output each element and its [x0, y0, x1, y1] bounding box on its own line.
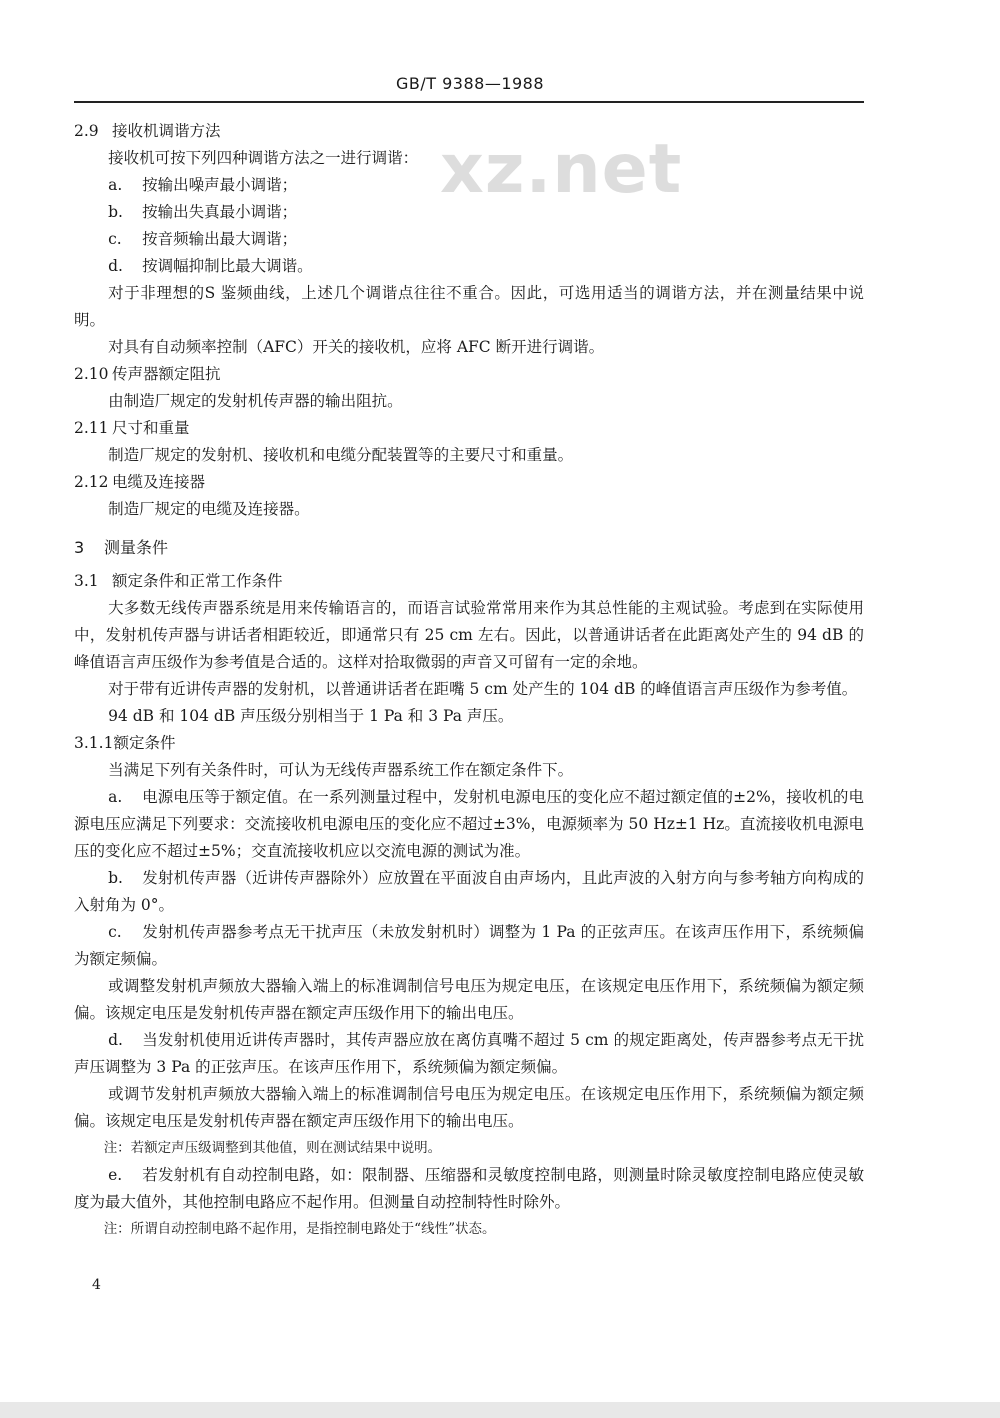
list-item — [74, 1162, 864, 1216]
list-item-text: 当发射机使用近讲传声器时，其传声器应放在离仿真嘴不超过 5 cm 的规定距离处，传声器参考点无干扰声压调整为 3 Pa 的正弦声压。在该声压作用下，系统频偏为额定频偏。 — [74, 1031, 864, 1076]
page-header: GB/T 9388—1988 — [395, 74, 545, 93]
list-item-label: e. — [108, 1166, 123, 1184]
list-item-label: d. — [108, 1031, 123, 1049]
paragraph: 由制造厂规定的发射机传声器的输出阻抗。 — [108, 392, 403, 410]
list-item-label: a. — [108, 788, 123, 806]
list-item-text: 按输出失真最小调谐； — [142, 203, 298, 221]
list-item — [74, 253, 864, 280]
heading-number: 3.1.1 — [74, 734, 114, 752]
paragraph: 或调节发射机声频放大器输入端上的标准调制信号电压为规定电压。在该规定电压作用下，系统频偏为额定频偏。该规定电压是发射机传声器在额定声压级作用下的输出电压。 — [74, 1085, 864, 1130]
document-body — [74, 118, 864, 1243]
subsection-heading — [74, 730, 864, 757]
heading-text: 额定条件和正常工作条件 — [112, 572, 283, 590]
watermark: xz.net — [440, 130, 683, 209]
list-item-text: 发射机传声器（近讲传声器除外）应放置在平面波自由声场内，且此声波的入射方向与参考轴方向构成的入射角为 0°。 — [74, 869, 864, 914]
heading-number: 3.1 — [74, 572, 99, 590]
paragraph: 接收机可按下列四种调谐方法之一进行调谐： — [108, 149, 419, 167]
list-item-label: d. — [108, 257, 123, 275]
subsection-heading — [74, 118, 864, 145]
heading-text: 电缆及连接器 — [112, 473, 206, 491]
subsection-heading — [74, 415, 864, 442]
list-item-label: b. — [108, 203, 123, 221]
list-item-text: 按调幅抑制比最大调谐。 — [142, 257, 313, 275]
list-item — [74, 865, 864, 919]
subsection-heading — [74, 361, 864, 388]
paragraph: 当满足下列有关条件时，可认为无线传声器系统工作在额定条件下。 — [108, 761, 574, 779]
list-item — [74, 1027, 864, 1081]
list-item-text: 若发射机有自动控制电路，如：限制器、压缩器和灵敏度控制电路，则测量时除灵敏度控制电路应使灵敏度为最大值外，其他控制电路应不起作用。但测量自动控制特性时除外。 — [74, 1166, 864, 1211]
list-item-label: a. — [108, 176, 123, 194]
note: 注：若额定声压级调整到其他值，则在测试结果中说明。 — [103, 1140, 442, 1156]
list-item-text: 按音频输出最大调谐； — [142, 230, 298, 248]
subsection-heading — [74, 568, 864, 595]
note: 注：所谓自动控制电路不起作用，是指控制电路处于“线性”状态。 — [103, 1221, 496, 1237]
section-heading — [74, 534, 864, 561]
paragraph: 对于非理想的S 鉴频曲线，上述几个调谐点往往不重合。因此，可选用适当的调谐方法，并在测量结果中说明。 — [74, 284, 864, 329]
heading-number: 2.11 — [74, 419, 109, 437]
heading-text: 测量条件 — [104, 538, 169, 557]
page-number: 4 — [92, 1277, 101, 1293]
list-item-label: c. — [108, 230, 122, 248]
heading-text: 额定条件 — [113, 734, 176, 752]
paragraph: 或调整发射机声频放大器输入端上的标准调制信号电压为规定电压，在该规定电压作用下，系统频偏为额定频偏。该规定电压是发射机传声器在额定声压级作用下的输出电压。 — [74, 977, 864, 1022]
heading-number: 2.9 — [74, 122, 99, 140]
heading-number: 2.12 — [74, 473, 109, 491]
list-item-text: 按输出噪声最小调谐； — [142, 176, 298, 194]
bottom-shade — [0, 1402, 1000, 1418]
paragraph: 对具有自动频率控制（AFC）开关的接收机，应将 AFC 断开进行调谐。 — [108, 338, 605, 356]
heading-number: 3 — [74, 538, 85, 557]
heading-number: 2.10 — [74, 365, 109, 383]
paragraph: 制造厂规定的发射机、接收机和电缆分配装置等的主要尺寸和重量。 — [108, 446, 574, 464]
heading-text: 传声器额定阻抗 — [112, 365, 221, 383]
heading-text: 接收机调谐方法 — [112, 122, 221, 140]
list-item — [74, 226, 864, 253]
heading-text: 尺寸和重量 — [112, 419, 190, 437]
paragraph: 对于带有近讲传声器的发射机，以普通讲话者在距嘴 5 cm 处产生的 104 dB 的峰值语言声压级作为参考值。 — [108, 680, 858, 698]
list-item — [74, 172, 864, 199]
header-divider — [74, 101, 864, 103]
list-item-label: b. — [108, 869, 123, 887]
list-item-text: 发射机传声器参考点无干扰声压（未放发射机时）调整为 1 Pa 的正弦声压。在该声压作用下，系统频偏为额定频偏。 — [74, 923, 864, 968]
paragraph: 94 dB 和 104 dB 声压级分别相当于 1 Pa 和 3 Pa 声压。 — [108, 707, 514, 725]
list-item — [74, 784, 864, 865]
list-item-label: c. — [108, 923, 122, 941]
list-item — [74, 919, 864, 973]
paragraph: 制造厂规定的电缆及连接器。 — [108, 500, 310, 518]
paragraph: 大多数无线传声器系统是用来传输语言的，而语言试验常常用来作为其总性能的主观试验。考虑到在实际使用中，发射机传声器与讲话者相距较近，即通常只有 25 cm 左右。因此，以普通讲话者在此距离处产生的 94 dB 的峰值语言声压级作为参考值是合适的。这样对拾取微弱的声音又可留有一定的余地。 — [74, 599, 864, 671]
subsection-heading — [74, 469, 864, 496]
list-item — [74, 199, 864, 226]
list-item-text: 电源电压等于额定值。在一系列测量过程中，发射机电源电压的变化应不超过额定值的±2%，接收机的电源电压应满足下列要求：交流接收机电源电压的变化应不超过±3%，电源频率为 50 Hz±1 Hz。直流接收机电源电压的变化应不超过±5%；交直流接收机应以交流电源的测试为准。 — [74, 788, 864, 860]
